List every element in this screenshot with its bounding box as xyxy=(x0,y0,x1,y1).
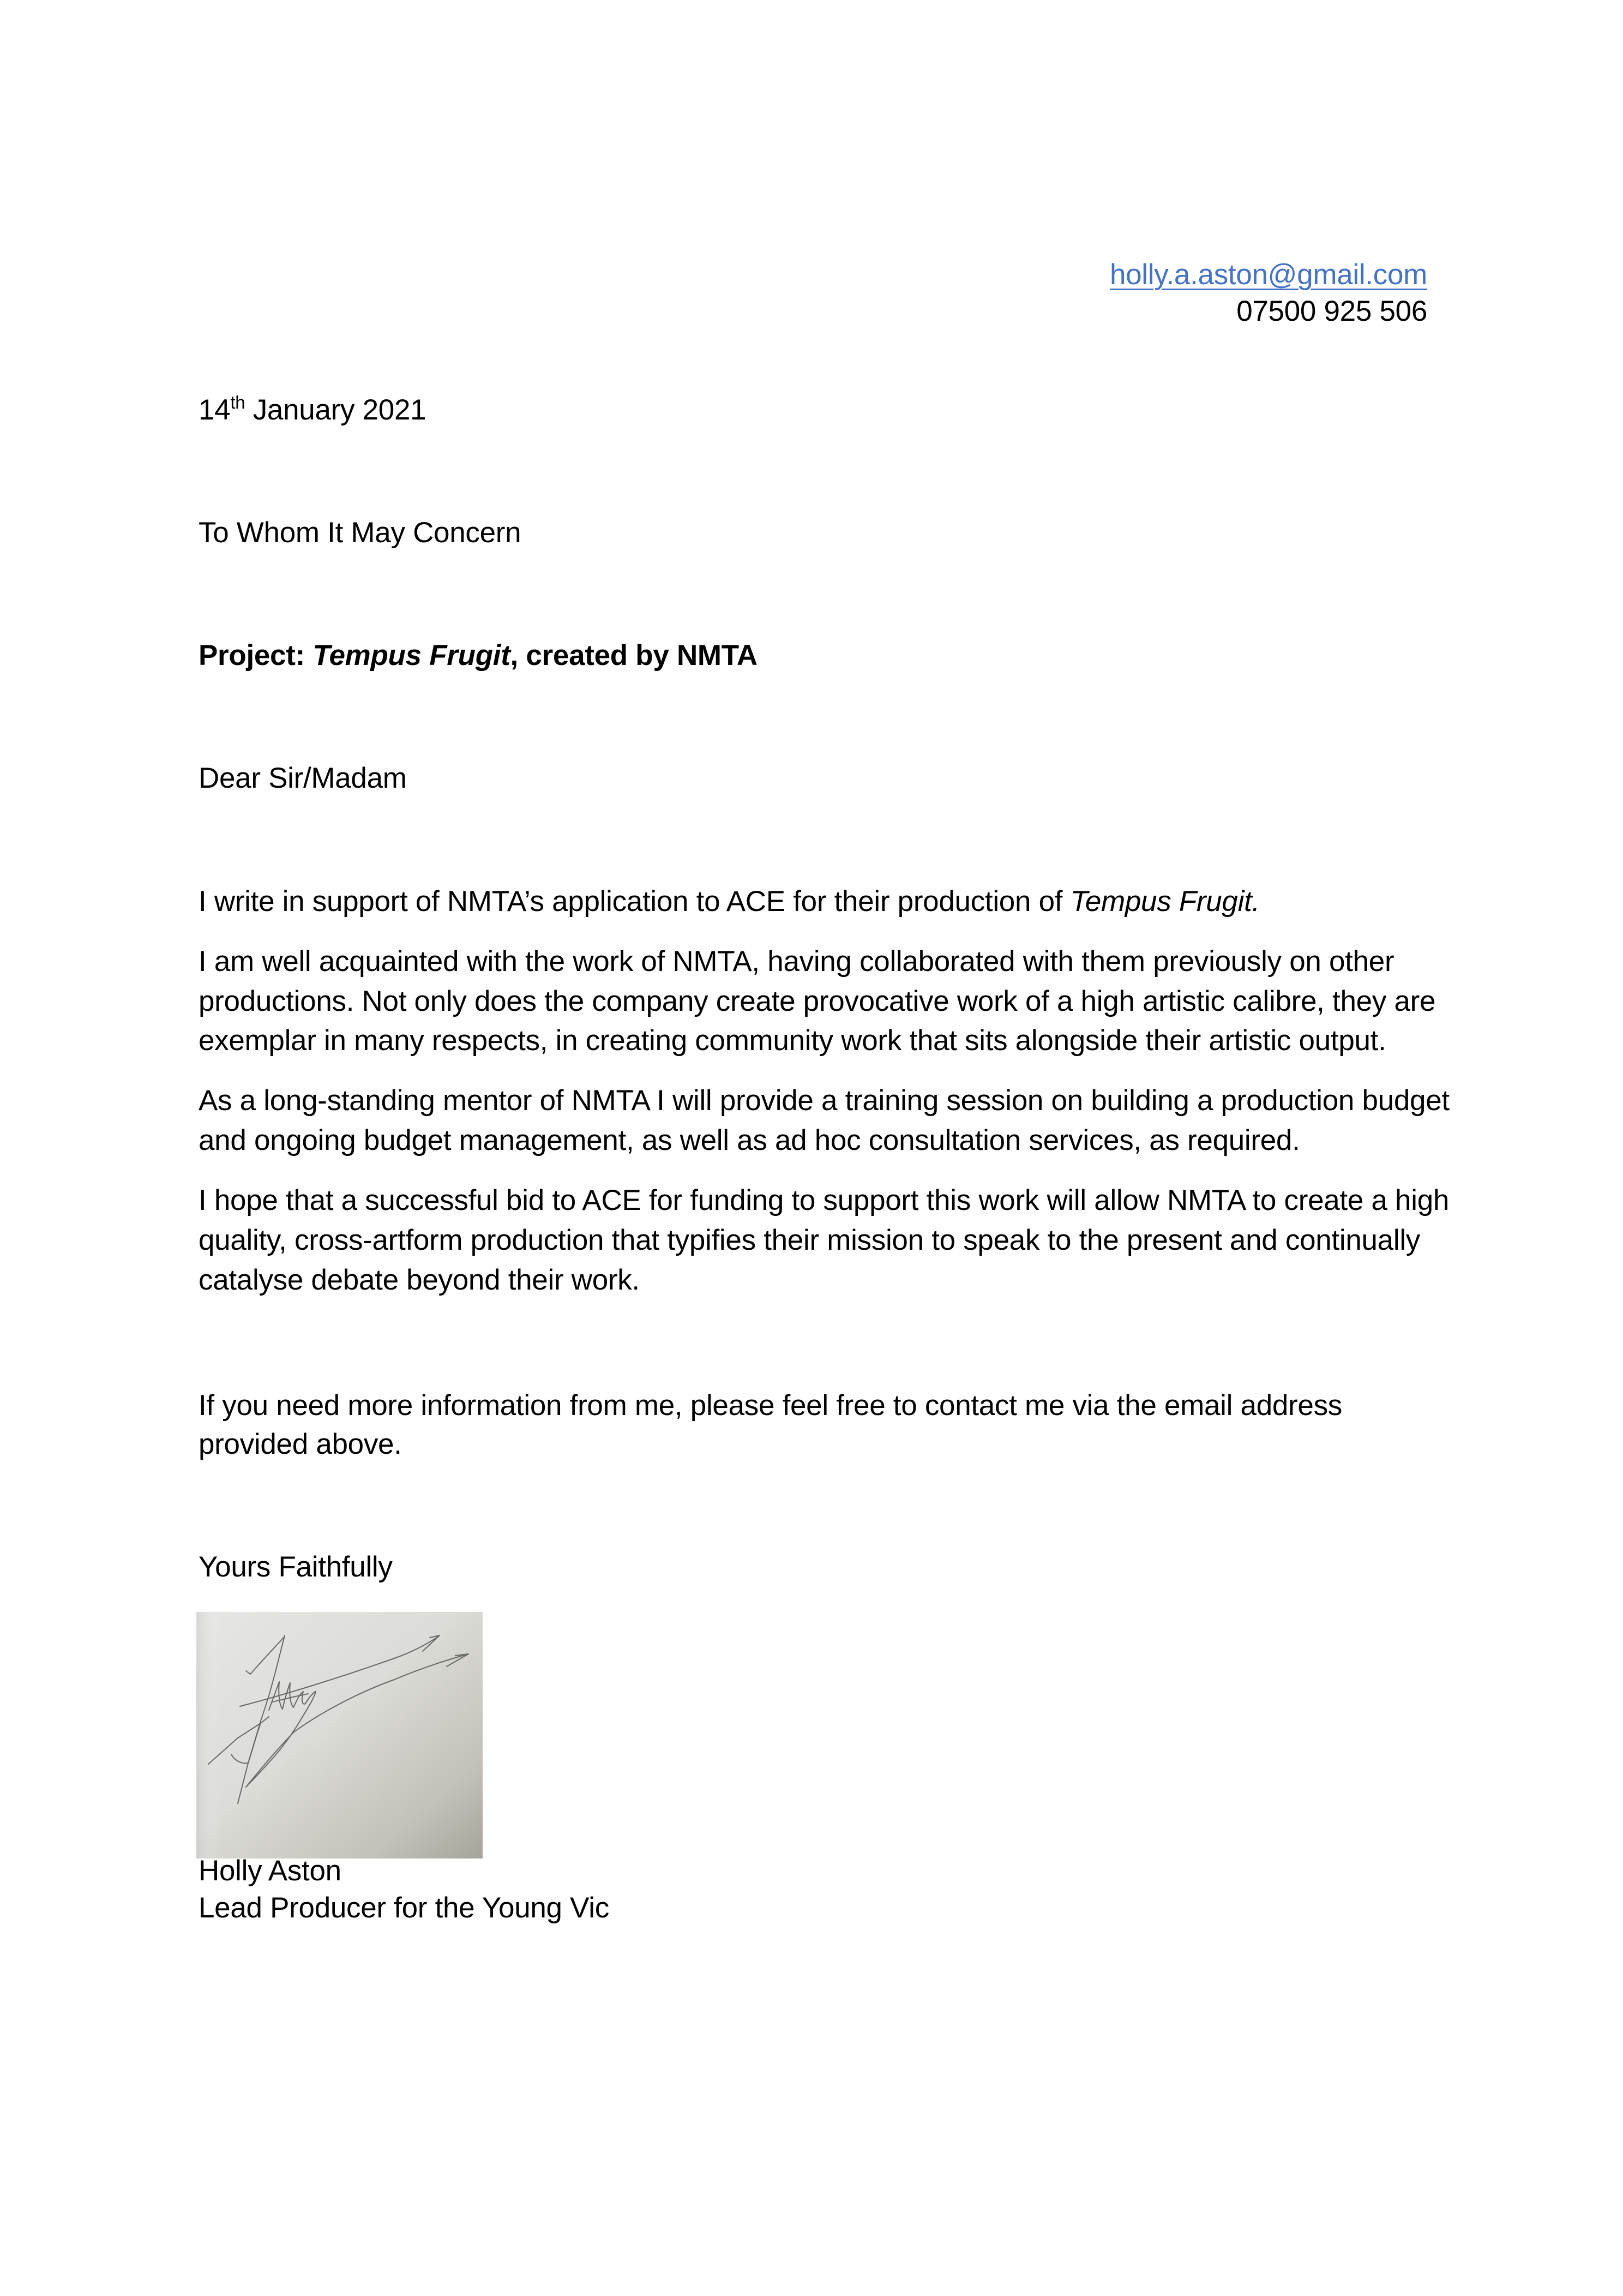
date-suffix: th xyxy=(230,392,245,412)
paragraph-4-line: catalyse debate beyond their work. xyxy=(199,1264,640,1296)
contact-phone: 07500 925 506 xyxy=(1236,295,1427,327)
subject-title: Tempus Frugit xyxy=(312,639,510,672)
signature-image xyxy=(196,1612,483,1859)
date-day: 14 xyxy=(199,394,231,426)
paragraph-5-line: provided above. xyxy=(199,1428,402,1460)
paragraph-3-line: As a long-standing mentor of NMTA I will provide a training session on building a production budget xyxy=(199,1084,1450,1117)
paragraph-1-text: I write in support of NMTA’s application to ACE for their production of xyxy=(199,885,1071,918)
paragraph-1 xyxy=(199,882,1260,921)
subject-line xyxy=(199,636,758,675)
paragraph-4-line: I hope that a successful bid to ACE for funding to support this work will allow NMTA to create a high xyxy=(199,1184,1450,1216)
subject-prefix: Project: xyxy=(199,639,313,672)
paragraph-5-line: If you need more information from me, please feel free to contact me via the email address xyxy=(199,1389,1342,1422)
paragraph-4-line: quality, cross-artform production that typifies their mission to speak to the present and continually xyxy=(199,1224,1421,1256)
signatory-name: Holly Aston xyxy=(199,1855,341,1887)
signature-icon xyxy=(196,1612,483,1859)
contact-email-line xyxy=(1110,255,1427,295)
signatory-role: Lead Producer for the Young Vic xyxy=(199,1892,609,1924)
recipient: To Whom It May Concern xyxy=(199,517,521,549)
closing: Yours Faithfully xyxy=(199,1551,393,1583)
date-rest: January 2021 xyxy=(253,394,426,426)
salutation: Dear Sir/Madam xyxy=(199,762,407,794)
paragraph-2-line: productions. Not only does the company create provocative work of a high artistic calibre, they are xyxy=(199,985,1436,1017)
subject-suffix: , created by NMTA xyxy=(510,639,758,672)
email-link[interactable]: holly.a.aston@gmail.com xyxy=(1109,259,1427,291)
letter-date xyxy=(199,390,426,430)
paragraph-1-title: Tempus Frugit. xyxy=(1070,885,1260,918)
paragraph-2-line: exemplar in many respects, in creating community work that sits alongside their artistic output. xyxy=(199,1024,1386,1057)
paragraph-2-line: I am well acquainted with the work of NMTA, having collaborated with them previously on other xyxy=(199,945,1394,978)
paragraph-3-line: and ongoing budget management, as well as ad hoc consultation services, as required. xyxy=(199,1124,1300,1156)
